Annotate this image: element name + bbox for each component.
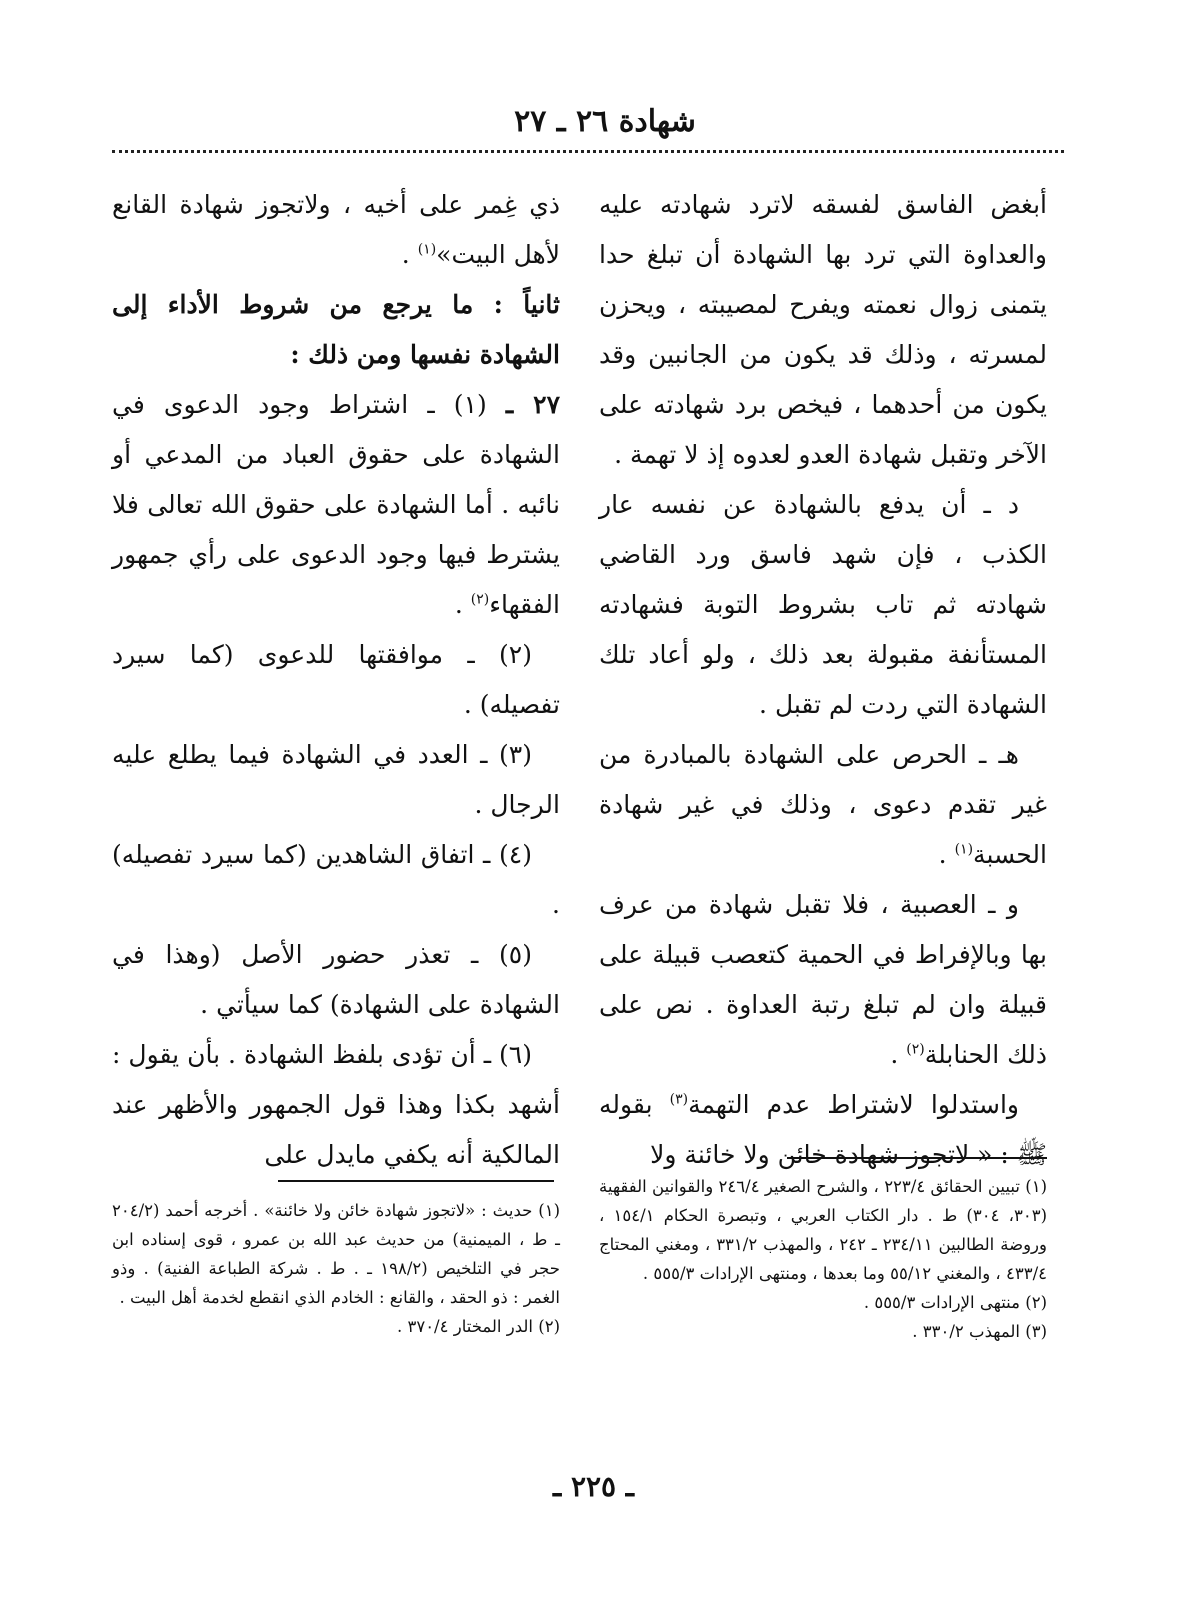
footnote-ref: (٢) bbox=[470, 591, 490, 608]
footnote-ref: (١) bbox=[417, 241, 437, 258]
footnote-ref: (١) bbox=[954, 841, 974, 858]
paragraph: أبغض الفاسق لفسقه لاترد شهادته عليه والعداوة التي ترد بها الشهادة أن تبلغ حدا يتمنى زوال نعمته ويفرح لمصيبته ، ويحزن لمسرته ، وذلك قد يكون من الجانبين وقد يكون من أحدهما ، فيخص برد شهادته على الآخر وتقبل شهادة العدو لعدوه إذ لا تهمة . bbox=[599, 190, 1047, 469]
paragraph: هـ ـ الحرص على الشهادة بالمبادرة من غير تقدم دعوى ، وذلك في غير شهادة الحسبة$^{(١)}$ . bbox=[599, 740, 1047, 869]
left-column bbox=[112, 180, 560, 1180]
paragraph: (٤) ـ اتفاق الشاهدين (كما سيرد تفصيله) . bbox=[112, 840, 560, 919]
footnote: (٢) منتهى الإرادات ٥٥٥/٣ . bbox=[863, 1293, 1047, 1312]
paragraph: (٥) ـ تعذر حضور الأصل (وهذا في الشهادة على الشهادة) كما سيأتي . bbox=[112, 940, 560, 1019]
paragraph: ٢٧ ـ (١) ـ اشتراط وجود الدعوى في الشهادة على حقوق العباد من المدعي أو نائبه . أما الشهادة على حقوق الله تعالى فلا يشترط فيها وجود الدعوى على رأي جمهور الفقهاء$^{(٢)}$ . bbox=[112, 390, 560, 619]
paragraph: ذي غِمر على أخيه ، ولاتجوز شهادة القانع لأهل البيت»$^{(١)}$ . bbox=[112, 190, 560, 269]
paragraph: د ـ أن يدفع بالشهادة عن نفسه عار الكذب ، فإن شهد فاسق ورد القاضي شهادته ثم تاب بشروط التوبة فشهادته المستأنفة مقبولة بعد ذلك ، ولو أعاد تلك الشهادة التي ردت لم تقبل . bbox=[599, 490, 1047, 719]
left-footnotes bbox=[112, 1196, 560, 1341]
paragraph: واستدلوا لاشتراط عدم التهمة$^{(٣)}$ بقوله ﷺ : « لاتجوز شهادة خائن ولا خائنة ولا bbox=[599, 1090, 1047, 1169]
paragraph: و ـ العصبية ، فلا تقبل شهادة من عرف بها وبالإفراط في الحمية كتعصب قبيلة على قبيلة وان لم تبلغ رتبة العداوة . نص على ذلك الحنابلة$^{(٢)}$ . bbox=[599, 890, 1047, 1069]
footnote: (١) حديث : «لاتجوز شهادة خائن ولا خائنة» . أخرجه أحمد (٢٠٤/٢ ـ ط ، الميمنية) من حديث عبد الله بن عمرو ، قوى إسناده ابن حجر في التلخيص (١٩٨/٢ ـ . ط . شركة الطباعة الفنية) . وذو الغمر : ذو الحقد ، والقانع : الخادم الذي انقطع لخدمة أهل البيت . bbox=[112, 1201, 560, 1307]
right-column bbox=[599, 180, 1047, 1180]
right-footnotes bbox=[599, 1172, 1047, 1346]
footnote: (٢) الدر المختار ٣٧٠/٤ . bbox=[396, 1317, 560, 1336]
paragraph: (٦) ـ أن تؤدى بلفظ الشهادة . بأن يقول : أشهد بكذا وهذا قول الجمهور والأظهر عند المالكية أنه يكفي مايدل على bbox=[112, 1040, 560, 1169]
header-dotted-rule bbox=[112, 150, 1064, 153]
page-number: ـ ٢٢٥ ـ bbox=[552, 1470, 635, 1503]
paragraph: (٣) ـ العدد في الشهادة فيما يطلع عليه الرجال . bbox=[112, 740, 560, 819]
section-heading: ثانياً : ما يرجع من شروط الأداء إلى الشهادة نفسها ومن ذلك : bbox=[112, 290, 560, 369]
paragraph: (٢) ـ موافقتها للدعوى (كما سيرد تفصيله) . bbox=[112, 640, 560, 719]
footnote: (٣) المهذب ٣٣٠/٢ . bbox=[912, 1322, 1047, 1341]
footnote-separator bbox=[787, 1157, 1047, 1159]
footnote-separator bbox=[278, 1180, 554, 1182]
running-header: شهادة ٢٦ ـ ٢٧ bbox=[514, 104, 696, 139]
footnote-ref: (٢) bbox=[906, 1041, 925, 1058]
footnote: (١) تبيين الحقائق ٢٢٣/٤ ، والشرح الصغير ٢٤٦/٤ والقوانين الفقهية (٣٠٣، ٣٠٤) ط . دار الكتاب العربي ، وتبصرة الحكام ١٥٤/١ ، وروضة الطالبين ٢٣٤/١١ ـ ٢٤٢ ، والمهذب ٣٣١/٢ ، ومغني المحتاج ٤٣٣/٤ ، والمغني ٥٥/١٢ وما بعدها ، ومنتهى الإرادات ٥٥٥/٣ . bbox=[599, 1177, 1047, 1283]
footnote-ref: (٣) bbox=[669, 1091, 689, 1108]
